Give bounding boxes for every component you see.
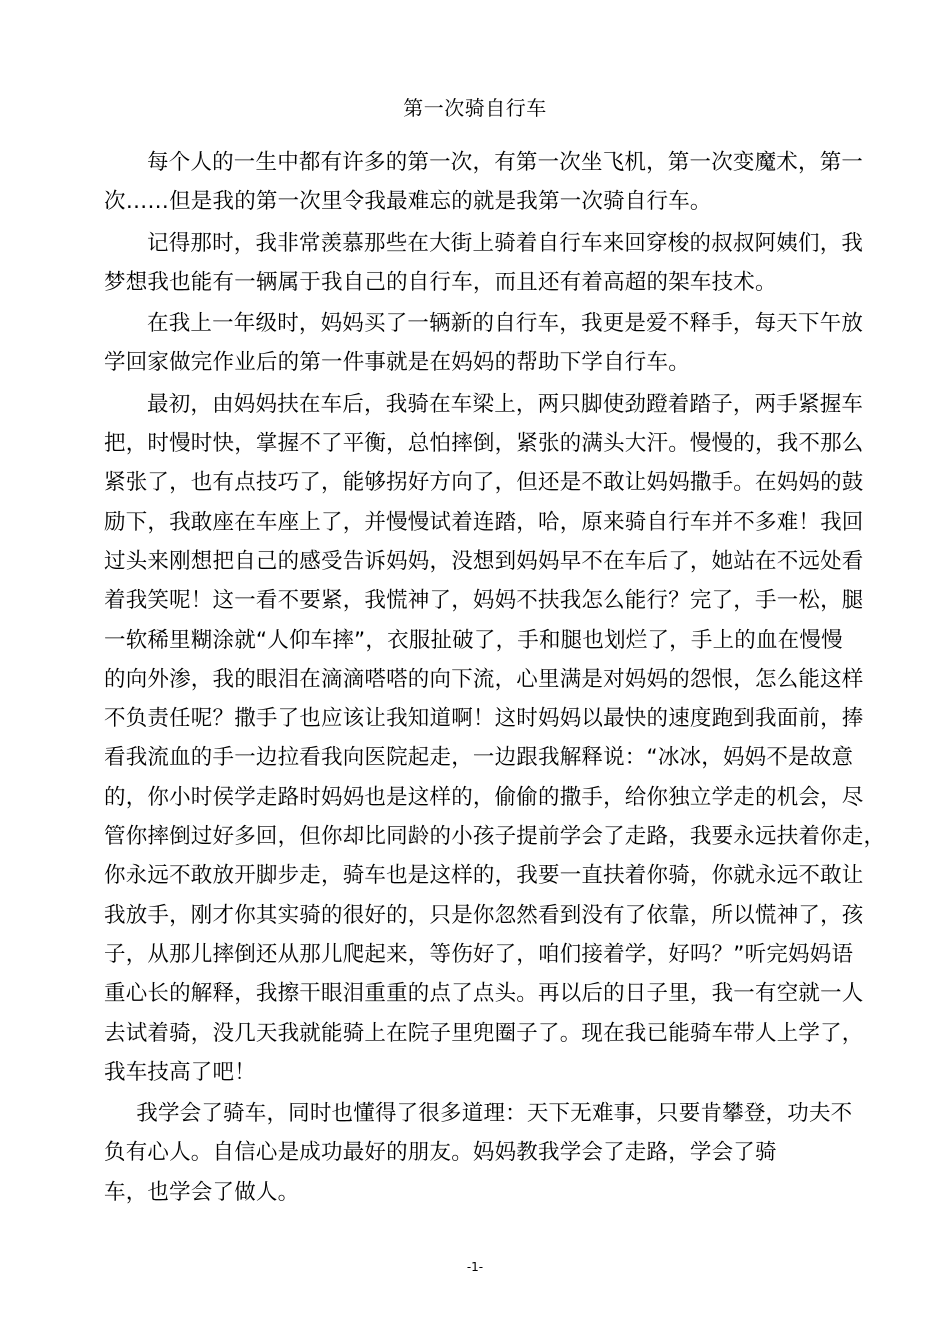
page-number: -1- (466, 1260, 484, 1274)
text-line: 的向外渗，我的眼泪在滴滴嗒嗒的向下流，心里满是对妈妈的怨恨，怎么能这样 (104, 666, 864, 692)
text-line: 我车技高了吧！ (104, 1059, 256, 1085)
text-line: 管你摔倒过好多回，但你却比同龄的小孩子提前学会了走路，我要永远扶着你走， (104, 824, 886, 850)
text-line: 把，时慢时快，掌握不了平衡，总怕摔倒，紧张的满头大汗。慢慢的，我不那么 (104, 431, 864, 457)
text-line: 负有心人。自信心是成功最好的朋友。妈妈教我学会了走路，学会了骑 (104, 1140, 777, 1166)
paragraph-1 (104, 143, 864, 222)
text-line: 去试着骑，没几天我就能骑上在院子里兜圈子了。现在我已能骑车带人上学了， (104, 1020, 864, 1046)
text-line: 的，你小时侯学走路时妈妈也是这样的，偷偷的撒手，给你独立学走的机会，尽 (104, 784, 864, 810)
text-line: 励下，我敢座在车座上了，并慢慢试着连踏，哈，原来骑自行车并不多难！我回 (104, 509, 864, 535)
text-line: 紧张了，也有点技巧了，能够拐好方向了，但还是不敢让妈妈撒手。在妈妈的鼓 (104, 470, 864, 496)
text-line: 看我流血的手一边拉看我向医院起走，一边跟我解释说：“冰冰，妈妈不是故意 (104, 745, 854, 771)
text-line: 我学会了骑车，同时也懂得了很多道理：天下无难事，只要肯攀登，功夫不 (136, 1101, 853, 1127)
text-line: 学回家做完作业后的第一件事就是在妈妈的帮助下学自行车。 (104, 350, 690, 376)
paragraph-2 (104, 224, 864, 303)
text-line: 你永远不敢放开脚步走，骑车也是这样的，我要一直扶着你骑，你就永远不敢让 (104, 863, 864, 889)
text-line: 不负责任呢？撒手了也应该让我知道啊！这时妈妈以最快的速度跑到我面前，捧 (104, 706, 864, 732)
text-line: 每个人的一生中都有许多的第一次，有第一次坐飞机，第一次变魔术，第一 (147, 150, 864, 175)
text-line: 车，也学会了做人。 (104, 1179, 300, 1205)
paragraph-4 (104, 385, 886, 1092)
document-title: 第一次骑自行车 (403, 96, 547, 120)
text-line: 一软稀里糊涂就“人仰车摔”，衣服扯破了，手和腿也划烂了，手上的血在慢慢 (104, 627, 843, 653)
text-line: 着我笑呢！这一看不要紧，我慌神了，妈妈不扶我怎么能行？完了，手一松，腿 (104, 588, 864, 614)
text-line: 最初，由妈妈扶在车后，我骑在车梁上，两只脚使劲蹬着踏子，两手紧握车 (147, 391, 864, 417)
text-line: 我放手，刚才你其实骑的很好的，只是你忽然看到没有了依靠，所以慌神了，孩 (104, 902, 864, 928)
text-line: 记得那时，我非常羡慕那些在大街上骑着自行车来回穿梭的叔叔阿姨们，我 (147, 230, 864, 256)
text-line: 过头来刚想把自己的感受告诉妈妈，没想到妈妈早不在车后了，她站在不远处看 (104, 548, 864, 574)
paragraph-3 (104, 304, 864, 383)
text-line: 次……但是我的第一次里令我最难忘的就是我第一次骑自行车。 (104, 189, 712, 215)
text-line: 重心长的解释，我擦干眼泪重重的点了点头。再以后的日子里，我一有空就一人 (104, 981, 864, 1007)
paragraph-5 (104, 1094, 854, 1212)
text-line: 梦想我也能有一辆属于我自己的自行车，而且还有着高超的架车技术。 (104, 269, 777, 295)
text-line: 在我上一年级时，妈妈买了一辆新的自行车，我更是爱不释手，每天下午放 (147, 311, 864, 337)
text-line: 子，从那儿摔倒还从那儿爬起来，等伤好了，咱们接着学，好吗？”听完妈妈语 (104, 941, 854, 967)
document-body (104, 143, 886, 1212)
